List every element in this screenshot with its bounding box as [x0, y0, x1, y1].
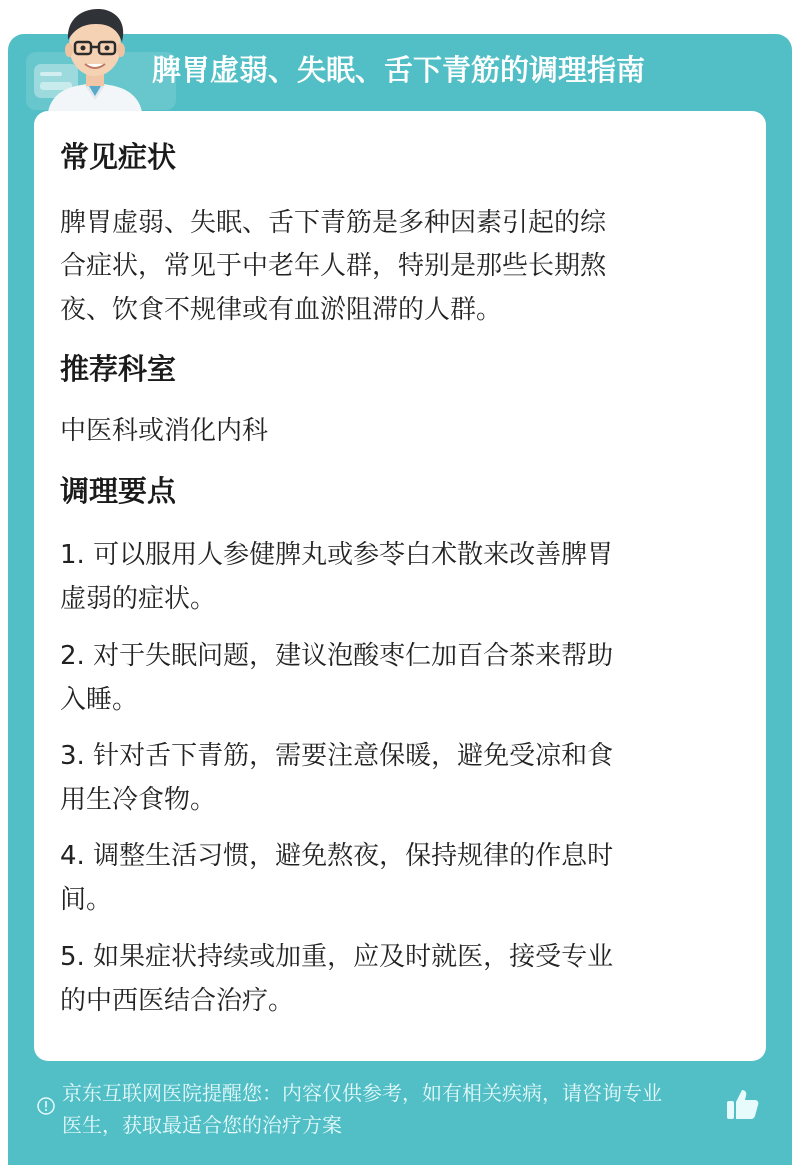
- guide-title: 脾胃虚弱、失眠、舌下青筋的调理指南: [152, 53, 646, 87]
- symptoms-line-2: 合症状，常见于中老年人群，特别是那些长期熬: [60, 251, 607, 281]
- disclaimer-line-2: 医生，获取最适合您的治疗方案: [62, 1113, 342, 1137]
- tip-3-line-1: 3. 针对舌下青筋，需要注意保暖，避免受凉和食: [60, 741, 614, 771]
- department-text: 中医科或消化内科: [60, 416, 269, 446]
- tip-2-line-1: 2. 对于失眠问题，建议泡酸枣仁加百合茶来帮助: [60, 641, 614, 671]
- content-card: [34, 111, 766, 1061]
- tip-1-line-2: 虚弱的症状。: [60, 584, 217, 614]
- section-title-department: 推荐科室: [60, 352, 177, 386]
- tip-1-line-1: 1. 可以服用人参健脾丸或参苓白术散来改善脾胃: [60, 540, 614, 570]
- tip-4-line-2: 间。: [60, 885, 113, 915]
- symptoms-line-3: 夜、饮食不规律或有血淤阻滞的人群。: [60, 295, 503, 325]
- info-icon: [36, 1096, 56, 1116]
- section-title-symptoms: 常见症状: [60, 140, 177, 174]
- tip-2-line-2: 入睡。: [60, 685, 139, 715]
- disclaimer-text: [62, 1077, 726, 1141]
- tip-5-line-2: 的中西医结合治疗。: [60, 986, 295, 1016]
- disclaimer-line-1: 京东互联网医院提醒您：内容仅供参考，如有相关疾病，请咨询专业: [62, 1081, 662, 1105]
- tip-5-line-1: 5. 如果症状持续或加重，应及时就医，接受专业: [60, 942, 614, 972]
- doctor-avatar: [40, 0, 150, 112]
- tip-3-line-2: 用生冷食物。: [60, 785, 217, 815]
- thumbs-up-icon[interactable]: [722, 1084, 762, 1124]
- symptoms-line-1: 脾胃虚弱、失眠、舌下青筋是多种因素引起的综: [60, 208, 607, 238]
- tip-4-line-1: 4. 调整生活习惯，避免熬夜，保持规律的作息时: [60, 841, 614, 871]
- section-title-tips: 调理要点: [60, 474, 177, 508]
